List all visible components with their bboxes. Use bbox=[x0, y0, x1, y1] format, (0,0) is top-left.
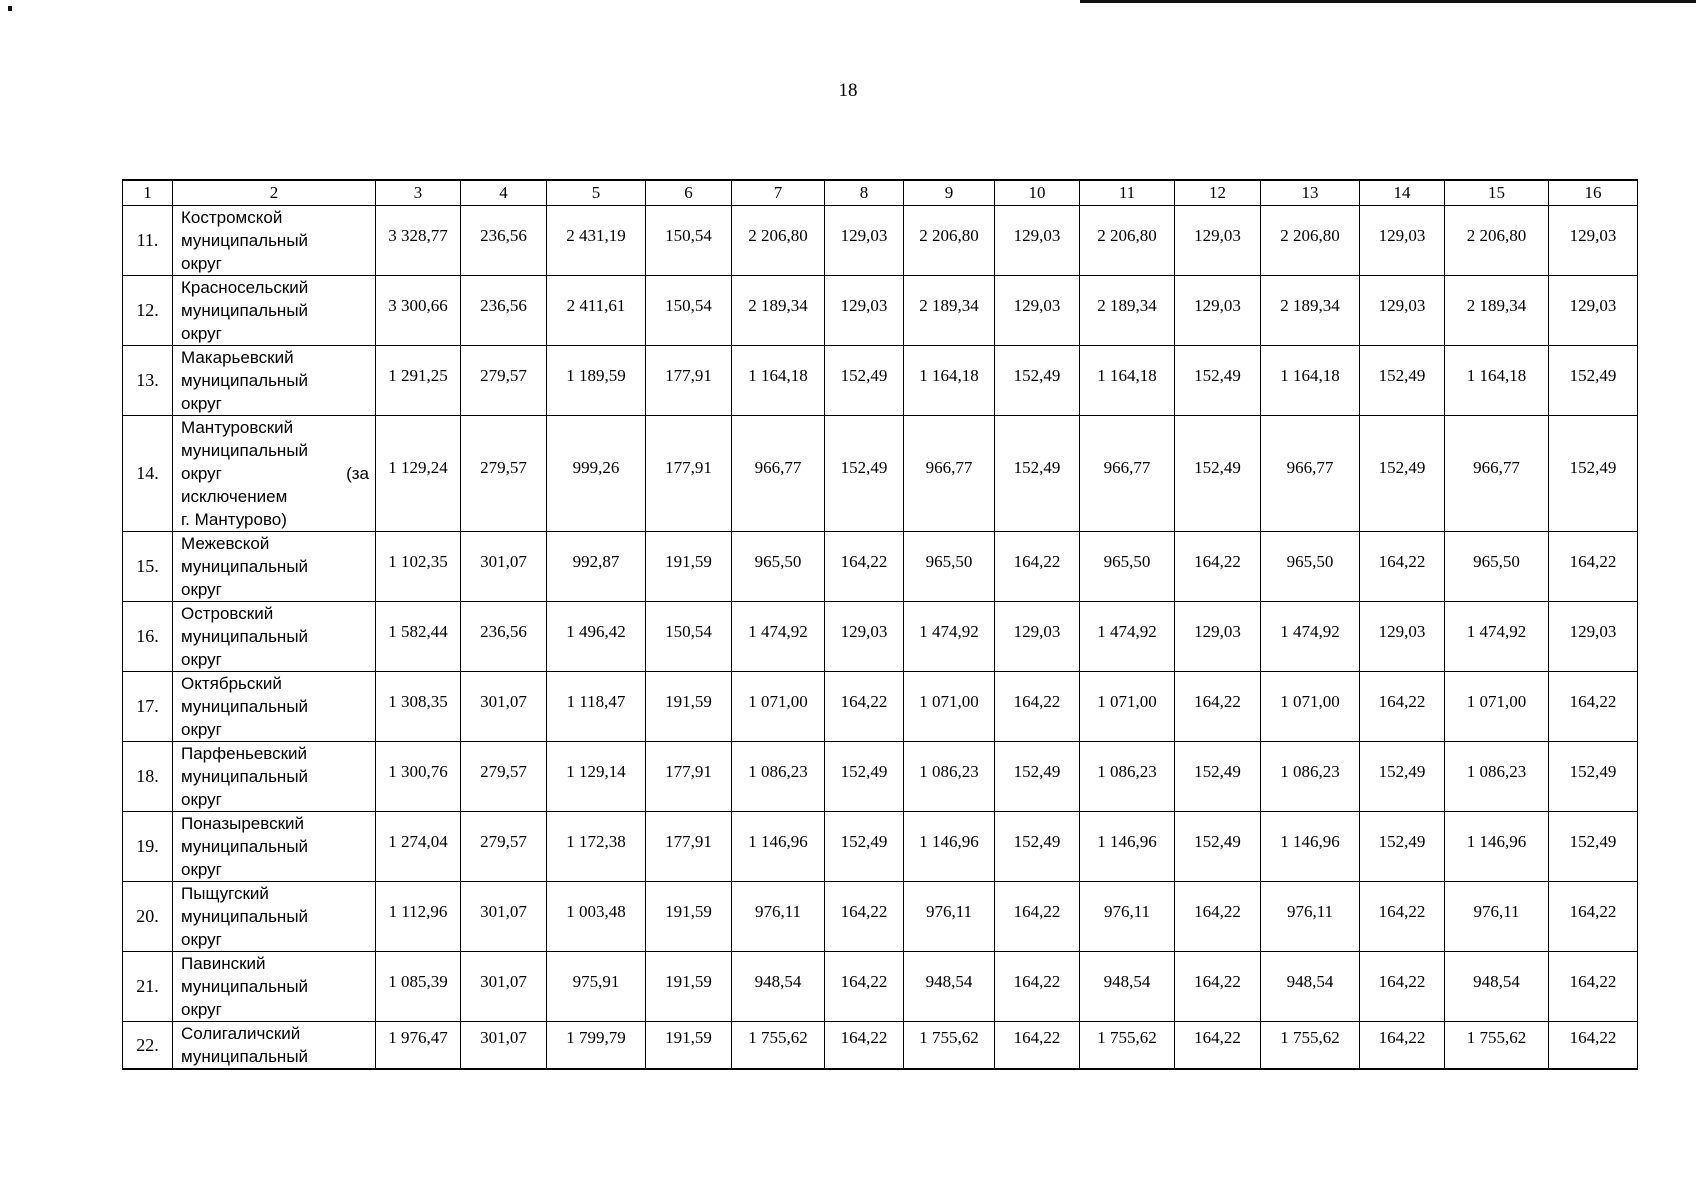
value-cell: 1 582,44 bbox=[376, 602, 461, 672]
value-cell: 966,77 bbox=[1080, 416, 1175, 532]
row-index: 22. bbox=[123, 1022, 173, 1070]
value-cell: 976,11 bbox=[732, 882, 825, 952]
value-cell: 1 474,92 bbox=[732, 602, 825, 672]
value-cell: 129,03 bbox=[995, 276, 1080, 346]
value-cell: 1 755,62 bbox=[1080, 1022, 1175, 1070]
column-number-cell: 10 bbox=[995, 180, 1080, 206]
value-cell: 2 189,34 bbox=[1080, 276, 1175, 346]
value-cell: 2 431,19 bbox=[547, 206, 646, 276]
value-cell: 152,49 bbox=[1360, 812, 1445, 882]
district-name-line: муниципальный bbox=[181, 301, 309, 320]
value-cell: 279,57 bbox=[461, 742, 547, 812]
value-cell: 1 755,62 bbox=[904, 1022, 995, 1070]
value-cell: 152,49 bbox=[825, 346, 904, 416]
value-cell: 966,77 bbox=[904, 416, 995, 532]
district-name-line bbox=[181, 462, 369, 485]
column-number-cell: 14 bbox=[1360, 180, 1445, 206]
value-cell: 129,03 bbox=[1360, 206, 1445, 276]
value-cell: 152,49 bbox=[1360, 742, 1445, 812]
value-cell: 1 474,92 bbox=[904, 602, 995, 672]
value-cell: 2 189,34 bbox=[1261, 276, 1360, 346]
row-index: 13. bbox=[123, 346, 173, 416]
column-number-cell: 15 bbox=[1445, 180, 1549, 206]
value-cell: 1 308,35 bbox=[376, 672, 461, 742]
district-name-line: Октябрьский bbox=[181, 674, 282, 693]
column-number-cell: 3 bbox=[376, 180, 461, 206]
district-name-line: Островский bbox=[181, 604, 274, 623]
value-cell: 150,54 bbox=[646, 276, 732, 346]
value-cell: 164,22 bbox=[1175, 882, 1261, 952]
value-cell: 164,22 bbox=[1549, 952, 1638, 1022]
value-cell: 1 146,96 bbox=[732, 812, 825, 882]
value-cell: 129,03 bbox=[1175, 602, 1261, 672]
value-cell: 966,77 bbox=[1261, 416, 1360, 532]
district-name-line: Пыщугский bbox=[181, 884, 269, 903]
table-row bbox=[123, 1022, 1638, 1070]
value-cell: 129,03 bbox=[825, 276, 904, 346]
district-name-line: Парфеньевский bbox=[181, 744, 308, 763]
value-cell: 164,22 bbox=[825, 532, 904, 602]
value-cell: 164,22 bbox=[1175, 532, 1261, 602]
column-number-cell: 6 bbox=[646, 180, 732, 206]
value-cell: 948,54 bbox=[904, 952, 995, 1022]
district-name-word: (за bbox=[346, 464, 369, 483]
value-cell: 152,49 bbox=[1549, 346, 1638, 416]
value-cell: 152,49 bbox=[995, 346, 1080, 416]
table-row bbox=[123, 206, 1638, 276]
value-cell: 965,50 bbox=[1445, 532, 1549, 602]
row-index: 19. bbox=[123, 812, 173, 882]
column-number-cell: 11 bbox=[1080, 180, 1175, 206]
value-cell: 129,03 bbox=[1175, 276, 1261, 346]
value-cell: 301,07 bbox=[461, 532, 547, 602]
value-cell: 129,03 bbox=[1549, 276, 1638, 346]
value-cell: 279,57 bbox=[461, 812, 547, 882]
value-cell: 164,22 bbox=[825, 952, 904, 1022]
value-cell: 1 799,79 bbox=[547, 1022, 646, 1070]
value-cell: 2 206,80 bbox=[1080, 206, 1175, 276]
value-cell: 1 118,47 bbox=[547, 672, 646, 742]
value-cell: 152,49 bbox=[995, 812, 1080, 882]
value-cell: 999,26 bbox=[547, 416, 646, 532]
table-row bbox=[123, 882, 1638, 952]
value-cell: 965,50 bbox=[1261, 532, 1360, 602]
value-cell: 164,22 bbox=[995, 532, 1080, 602]
value-cell: 1 146,96 bbox=[1445, 812, 1549, 882]
column-number-cell: 2 bbox=[173, 180, 376, 206]
table-row bbox=[123, 416, 1638, 532]
value-cell: 2 189,34 bbox=[732, 276, 825, 346]
value-cell: 164,22 bbox=[995, 672, 1080, 742]
value-cell: 177,91 bbox=[646, 742, 732, 812]
value-cell: 152,49 bbox=[1549, 742, 1638, 812]
value-cell: 2 189,34 bbox=[1445, 276, 1549, 346]
value-cell: 164,22 bbox=[1360, 882, 1445, 952]
value-cell: 948,54 bbox=[1445, 952, 1549, 1022]
value-cell: 129,03 bbox=[995, 206, 1080, 276]
district-name-line: муниципальный bbox=[181, 837, 309, 856]
value-cell: 1 164,18 bbox=[1080, 346, 1175, 416]
value-cell: 1 071,00 bbox=[1445, 672, 1549, 742]
value-cell: 191,59 bbox=[646, 1022, 732, 1070]
district-name-line: округ bbox=[181, 720, 222, 739]
page-number: 18 bbox=[838, 80, 858, 101]
table-row bbox=[123, 742, 1638, 812]
value-cell: 1 129,24 bbox=[376, 416, 461, 532]
value-cell: 1 172,38 bbox=[547, 812, 646, 882]
value-cell: 976,11 bbox=[904, 882, 995, 952]
district-name-line: муниципальный bbox=[181, 557, 309, 576]
district-name-line: Мантуровский bbox=[181, 418, 294, 437]
value-cell: 164,22 bbox=[995, 882, 1080, 952]
district-name-line: муниципальный bbox=[181, 371, 309, 390]
column-number-cell: 13 bbox=[1261, 180, 1360, 206]
value-cell: 301,07 bbox=[461, 882, 547, 952]
district-name-line: муниципальный bbox=[181, 977, 309, 996]
value-cell: 152,49 bbox=[1549, 812, 1638, 882]
value-cell: 1 164,18 bbox=[1445, 346, 1549, 416]
value-cell: 1 300,76 bbox=[376, 742, 461, 812]
district-name-line: округ bbox=[181, 860, 222, 879]
value-cell: 1 086,23 bbox=[904, 742, 995, 812]
district-name bbox=[173, 1022, 376, 1070]
column-number-cell: 4 bbox=[461, 180, 547, 206]
district-name-line: муниципальный bbox=[181, 1047, 309, 1066]
table-row bbox=[123, 672, 1638, 742]
row-index: 16. bbox=[123, 602, 173, 672]
value-cell: 1 085,39 bbox=[376, 952, 461, 1022]
district-name-line: муниципальный bbox=[181, 627, 309, 646]
value-cell: 966,77 bbox=[1445, 416, 1549, 532]
scan-artifact-dot bbox=[8, 6, 12, 11]
column-number-cell: 9 bbox=[904, 180, 995, 206]
value-cell: 152,49 bbox=[995, 742, 1080, 812]
value-cell: 1 164,18 bbox=[1261, 346, 1360, 416]
value-cell: 1 102,35 bbox=[376, 532, 461, 602]
value-cell: 1 112,96 bbox=[376, 882, 461, 952]
table-row bbox=[123, 276, 1638, 346]
value-cell: 129,03 bbox=[825, 206, 904, 276]
value-cell: 965,50 bbox=[904, 532, 995, 602]
column-number-cell: 8 bbox=[825, 180, 904, 206]
value-cell: 976,11 bbox=[1445, 882, 1549, 952]
value-cell: 129,03 bbox=[1360, 276, 1445, 346]
district-name bbox=[173, 952, 376, 1022]
table-row bbox=[123, 346, 1638, 416]
district-name-line: муниципальный bbox=[181, 907, 309, 926]
district-name bbox=[173, 346, 376, 416]
value-cell: 279,57 bbox=[461, 346, 547, 416]
value-cell: 1 086,23 bbox=[1445, 742, 1549, 812]
value-cell: 3 328,77 bbox=[376, 206, 461, 276]
value-cell: 1 474,92 bbox=[1261, 602, 1360, 672]
row-index: 20. bbox=[123, 882, 173, 952]
table-row bbox=[123, 812, 1638, 882]
value-cell: 279,57 bbox=[461, 416, 547, 532]
value-cell: 164,22 bbox=[825, 1022, 904, 1070]
value-cell: 236,56 bbox=[461, 206, 547, 276]
value-cell: 129,03 bbox=[1549, 206, 1638, 276]
value-cell: 965,50 bbox=[732, 532, 825, 602]
value-cell: 152,49 bbox=[825, 742, 904, 812]
value-cell: 1 071,00 bbox=[732, 672, 825, 742]
value-cell: 1 164,18 bbox=[732, 346, 825, 416]
value-cell: 164,22 bbox=[1360, 532, 1445, 602]
district-name-line: округ bbox=[181, 790, 222, 809]
district-name-line: муниципальный bbox=[181, 767, 309, 786]
district-name-line: Межевской bbox=[181, 534, 270, 553]
district-name bbox=[173, 206, 376, 276]
value-cell: 1 755,62 bbox=[1445, 1022, 1549, 1070]
value-cell: 2 206,80 bbox=[732, 206, 825, 276]
district-name-line: округ bbox=[181, 254, 222, 273]
value-cell: 1 071,00 bbox=[904, 672, 995, 742]
value-cell: 975,91 bbox=[547, 952, 646, 1022]
value-cell: 301,07 bbox=[461, 1022, 547, 1070]
value-cell: 1 071,00 bbox=[1261, 672, 1360, 742]
value-cell: 164,22 bbox=[1360, 952, 1445, 1022]
column-number-cell: 1 bbox=[123, 180, 173, 206]
value-cell: 992,87 bbox=[547, 532, 646, 602]
data-table bbox=[122, 179, 1638, 1070]
value-cell: 191,59 bbox=[646, 672, 732, 742]
value-cell: 2 206,80 bbox=[1261, 206, 1360, 276]
value-cell: 2 189,34 bbox=[904, 276, 995, 346]
value-cell: 191,59 bbox=[646, 532, 732, 602]
value-cell: 2 411,61 bbox=[547, 276, 646, 346]
value-cell: 1 496,42 bbox=[547, 602, 646, 672]
value-cell: 2 206,80 bbox=[904, 206, 995, 276]
value-cell: 1 003,48 bbox=[547, 882, 646, 952]
value-cell: 948,54 bbox=[1080, 952, 1175, 1022]
district-name-line: округ bbox=[181, 650, 222, 669]
table-row bbox=[123, 532, 1638, 602]
value-cell: 948,54 bbox=[732, 952, 825, 1022]
value-cell: 1 189,59 bbox=[547, 346, 646, 416]
value-cell: 152,49 bbox=[1360, 346, 1445, 416]
value-cell: 164,22 bbox=[1175, 952, 1261, 1022]
value-cell: 164,22 bbox=[1549, 1022, 1638, 1070]
value-cell: 236,56 bbox=[461, 276, 547, 346]
district-name-line: Павинский bbox=[181, 954, 266, 973]
row-index: 17. bbox=[123, 672, 173, 742]
value-cell: 966,77 bbox=[732, 416, 825, 532]
value-cell: 129,03 bbox=[1549, 602, 1638, 672]
column-number-cell: 16 bbox=[1549, 180, 1638, 206]
value-cell: 301,07 bbox=[461, 672, 547, 742]
value-cell: 1 755,62 bbox=[1261, 1022, 1360, 1070]
scan-edge-line bbox=[1080, 0, 1696, 3]
table-row bbox=[123, 602, 1638, 672]
value-cell: 164,22 bbox=[1175, 1022, 1261, 1070]
value-cell: 191,59 bbox=[646, 952, 732, 1022]
value-cell: 152,49 bbox=[1175, 346, 1261, 416]
district-name-word: округ bbox=[181, 464, 222, 483]
value-cell: 150,54 bbox=[646, 602, 732, 672]
value-cell: 1 146,96 bbox=[904, 812, 995, 882]
value-cell: 152,49 bbox=[1175, 742, 1261, 812]
value-cell: 1 474,92 bbox=[1080, 602, 1175, 672]
district-name-line: округ bbox=[181, 324, 222, 343]
value-cell: 3 300,66 bbox=[376, 276, 461, 346]
district-name-line: Костромской bbox=[181, 208, 283, 227]
district-name-line: округ bbox=[181, 394, 222, 413]
value-cell: 164,22 bbox=[1549, 532, 1638, 602]
value-cell: 976,11 bbox=[1261, 882, 1360, 952]
value-cell: 177,91 bbox=[646, 416, 732, 532]
value-cell: 152,49 bbox=[1549, 416, 1638, 532]
value-cell: 301,07 bbox=[461, 952, 547, 1022]
value-cell: 1 976,47 bbox=[376, 1022, 461, 1070]
district-name-line: исключением bbox=[181, 487, 288, 506]
district-name bbox=[173, 742, 376, 812]
district-name bbox=[173, 812, 376, 882]
value-cell: 976,11 bbox=[1080, 882, 1175, 952]
value-cell: 1 755,62 bbox=[732, 1022, 825, 1070]
column-number-cell: 5 bbox=[547, 180, 646, 206]
value-cell: 1 086,23 bbox=[732, 742, 825, 812]
district-name-line: округ bbox=[181, 580, 222, 599]
value-cell: 152,49 bbox=[825, 812, 904, 882]
value-cell: 965,50 bbox=[1080, 532, 1175, 602]
district-name-line: г. Мантурово) bbox=[181, 510, 287, 529]
value-cell: 164,22 bbox=[1175, 672, 1261, 742]
value-cell: 1 474,92 bbox=[1445, 602, 1549, 672]
value-cell: 129,03 bbox=[1360, 602, 1445, 672]
value-cell: 164,22 bbox=[825, 672, 904, 742]
value-cell: 1 164,18 bbox=[904, 346, 995, 416]
district-name-line: округ bbox=[181, 930, 222, 949]
value-cell: 177,91 bbox=[646, 346, 732, 416]
district-name-line: Макарьевский bbox=[181, 348, 294, 367]
value-cell: 129,03 bbox=[1175, 206, 1261, 276]
column-number-cell: 12 bbox=[1175, 180, 1261, 206]
row-index: 18. bbox=[123, 742, 173, 812]
value-cell: 191,59 bbox=[646, 882, 732, 952]
value-cell: 164,22 bbox=[995, 952, 1080, 1022]
district-name-line: Солигаличский bbox=[181, 1024, 301, 1043]
value-cell: 948,54 bbox=[1261, 952, 1360, 1022]
column-number-cell: 7 bbox=[732, 180, 825, 206]
value-cell: 129,03 bbox=[995, 602, 1080, 672]
district-name bbox=[173, 416, 376, 532]
district-name bbox=[173, 532, 376, 602]
value-cell: 164,22 bbox=[995, 1022, 1080, 1070]
value-cell: 1 071,00 bbox=[1080, 672, 1175, 742]
value-cell: 1 086,23 bbox=[1080, 742, 1175, 812]
row-index: 12. bbox=[123, 276, 173, 346]
value-cell: 152,49 bbox=[825, 416, 904, 532]
value-cell: 177,91 bbox=[646, 812, 732, 882]
value-cell: 1 291,25 bbox=[376, 346, 461, 416]
value-cell: 129,03 bbox=[825, 602, 904, 672]
value-cell: 1 146,96 bbox=[1080, 812, 1175, 882]
district-name-line: округ bbox=[181, 1000, 222, 1019]
value-cell: 2 206,80 bbox=[1445, 206, 1549, 276]
value-cell: 152,49 bbox=[995, 416, 1080, 532]
row-index: 21. bbox=[123, 952, 173, 1022]
value-cell: 164,22 bbox=[1549, 882, 1638, 952]
value-cell: 152,49 bbox=[1175, 416, 1261, 532]
table-row bbox=[123, 952, 1638, 1022]
value-cell: 1 129,14 bbox=[547, 742, 646, 812]
district-name bbox=[173, 276, 376, 346]
value-cell: 164,22 bbox=[1549, 672, 1638, 742]
district-name bbox=[173, 602, 376, 672]
value-cell: 1 086,23 bbox=[1261, 742, 1360, 812]
value-cell: 1 274,04 bbox=[376, 812, 461, 882]
value-cell: 150,54 bbox=[646, 206, 732, 276]
district-name bbox=[173, 672, 376, 742]
district-name-line: муниципальный bbox=[181, 697, 309, 716]
value-cell: 1 146,96 bbox=[1261, 812, 1360, 882]
value-cell: 164,22 bbox=[1360, 672, 1445, 742]
value-cell: 164,22 bbox=[1360, 1022, 1445, 1070]
district-name-line: Поназыревский bbox=[181, 814, 305, 833]
district-name-line: муниципальный bbox=[181, 231, 309, 250]
row-index: 14. bbox=[123, 416, 173, 532]
district-name bbox=[173, 882, 376, 952]
district-name-line: муниципальный bbox=[181, 441, 309, 460]
value-cell: 236,56 bbox=[461, 602, 547, 672]
value-cell: 152,49 bbox=[1175, 812, 1261, 882]
row-index: 15. bbox=[123, 532, 173, 602]
value-cell: 152,49 bbox=[1360, 416, 1445, 532]
row-index: 11. bbox=[123, 206, 173, 276]
district-name-line: Красносельский bbox=[181, 278, 309, 297]
column-number-row bbox=[123, 180, 1638, 206]
value-cell: 164,22 bbox=[825, 882, 904, 952]
